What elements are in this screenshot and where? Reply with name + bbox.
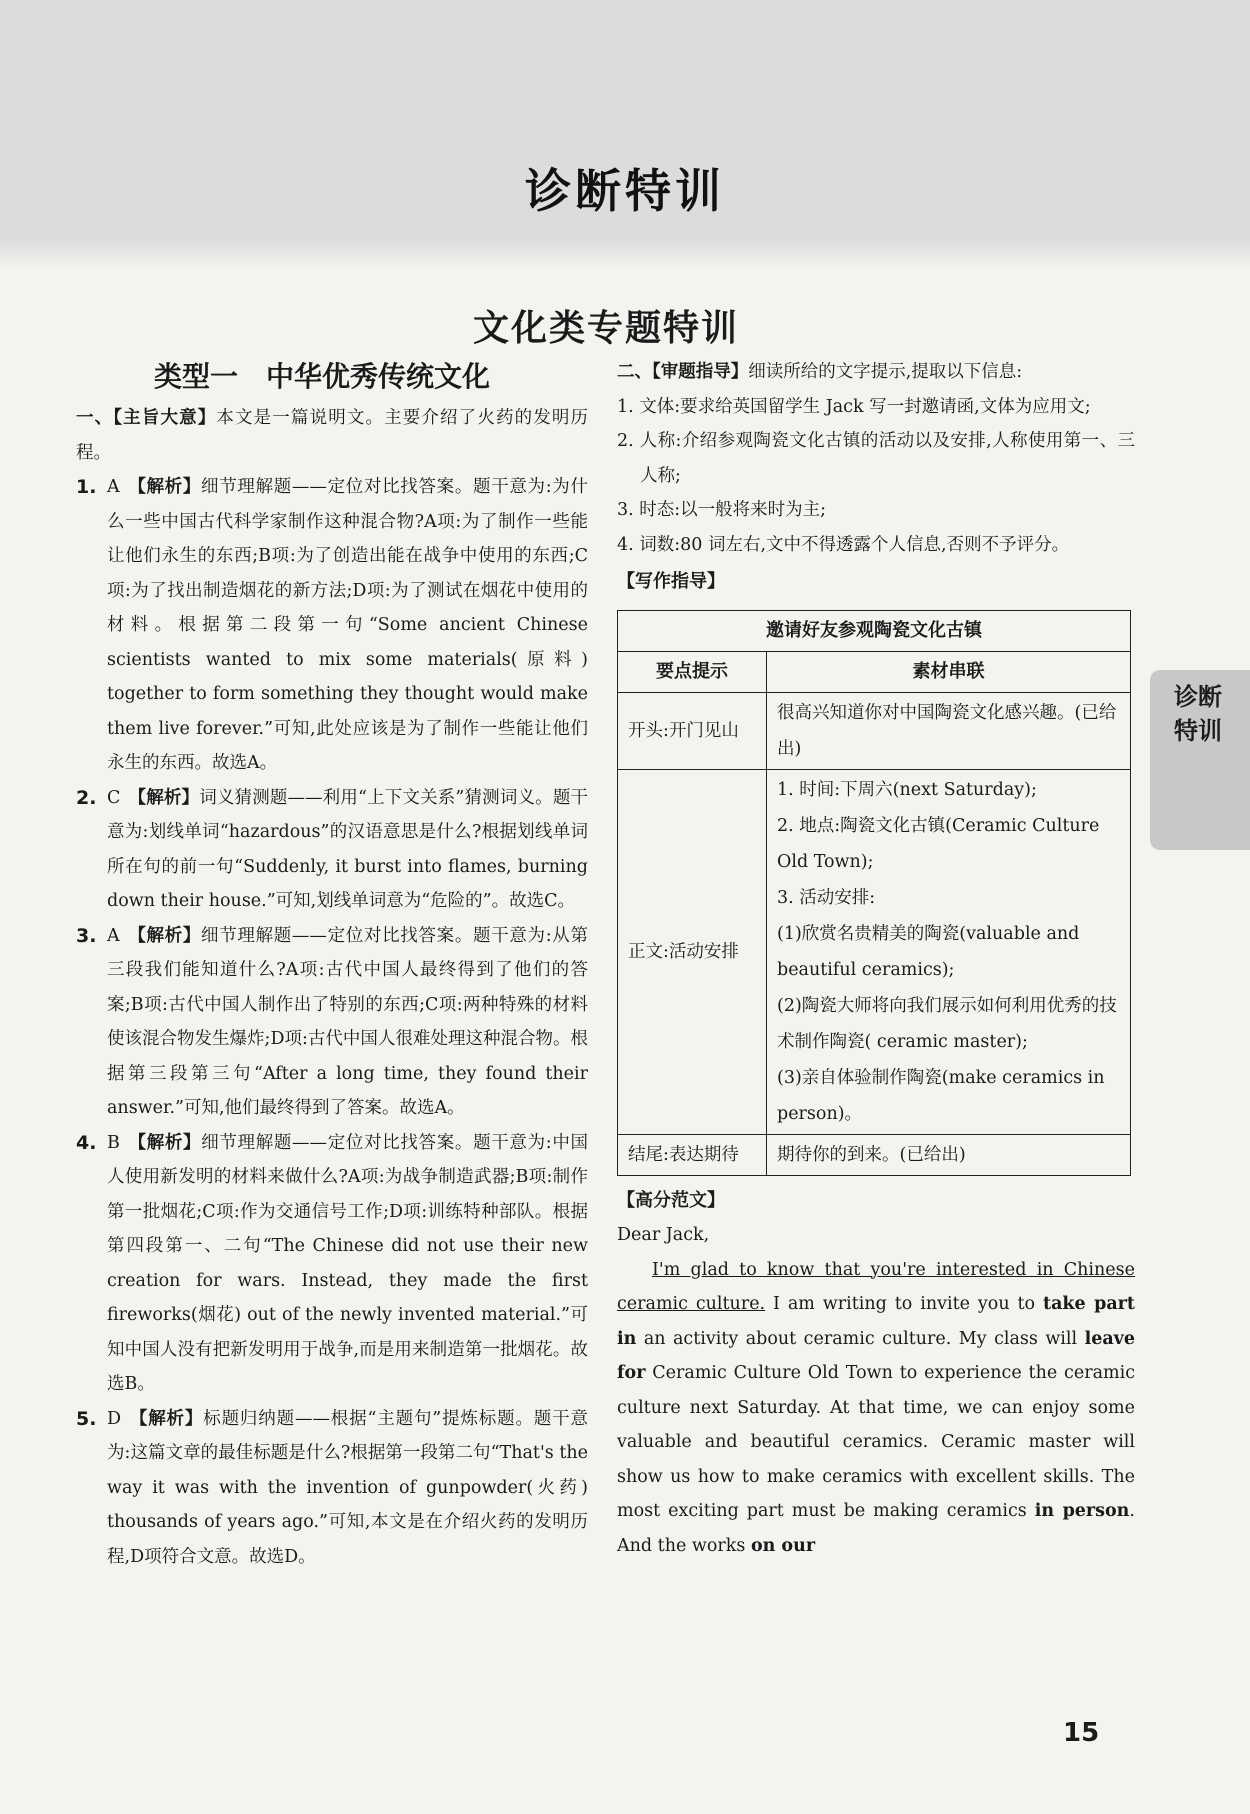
- writing-guide-table: [617, 610, 1131, 1176]
- item-number: 4.: [76, 1131, 97, 1154]
- table-cell-point: 结尾:表达期待: [618, 1134, 767, 1175]
- analysis-tag: 【解析】: [127, 925, 202, 946]
- side-tab: [1150, 670, 1250, 850]
- guide-item-4: 4. 词数:80 词左右,文中不得透露个人信息,否则不予评分。: [617, 534, 1070, 555]
- essay-text: Ceramic Culture Old Town to experience the ceramic culture next Saturday. At that time, we can enjoy some valuable and beautiful ceramics. Ceramic master will show us how to make ceramics with excellent skills. The most exciting part must be making ceramics: [617, 1363, 1135, 1521]
- essay-text: I am writing to invite you to: [765, 1294, 1043, 1314]
- essay-phrase: leave for: [617, 1328, 1135, 1383]
- table-row: [618, 1134, 1131, 1175]
- table-header-points: 要点提示: [618, 651, 767, 692]
- table-title: 邀请好友参观陶瓷文化古镇: [618, 610, 1131, 651]
- analysis-text: 标题归纳题——根据“主题句”提炼标题。题干意为:这篇文章的最佳标题是什么?根据第一段第二句“That's the way it was with the invention of gunpowder(火药) thousands of years ago.”可知,本文是在介绍火药的发明历程,D项符合文意。故选D。: [107, 1408, 588, 1567]
- table-row: [618, 769, 1131, 1134]
- answer-item-3: [76, 919, 588, 1126]
- material-line: (1)欣赏名贵精美的陶瓷(valuable and beautiful ceramics);: [777, 923, 1080, 980]
- analysis-text: 词义猜测题——利用“上下文关系”猜测词义。题干意为:划线单词“hazardous”的汉语意思是什么?根据划线单词所在句的前一句“Suddenly, it burst into flames, burning down their house.”可知,划线单词意为“危险的”。故选C。: [107, 787, 588, 911]
- header-edge: [0, 240, 1250, 270]
- page-title: 诊断特训: [525, 164, 725, 218]
- side-tab-label: 诊断特训: [1174, 683, 1222, 745]
- left-column: [76, 355, 588, 1574]
- material-line: 2. 地点:陶瓷文化古镇(Ceramic Culture Old Town);: [777, 815, 1100, 872]
- answer-item-1: [76, 470, 588, 781]
- guide-item-1: 1. 文体:要求给英国留学生 Jack 写一封邀请函,文体为应用文;: [617, 396, 1091, 417]
- item-number: 1.: [76, 476, 97, 498]
- analysis-tag: 【解析】: [127, 477, 202, 497]
- essay-body: [617, 1253, 1135, 1564]
- table-row: [618, 692, 1131, 769]
- answer-letter: A: [107, 925, 120, 946]
- essay-phrase: take part in: [617, 1294, 1135, 1349]
- part2: [617, 355, 1135, 390]
- essay-label: 【高分范文】: [617, 1189, 725, 1211]
- item-number: 2.: [76, 786, 97, 809]
- part2-text: 细读所给的文字提示,提取以下信息:: [748, 362, 1023, 382]
- material-line: (2)陶瓷大师将向我们展示如何利用优秀的技术制作陶瓷( ceramic master);: [777, 995, 1117, 1052]
- table-cell-material: [767, 769, 1131, 1134]
- part1-label: 一、【主旨大意】: [76, 408, 217, 428]
- table-cell-point: 开头:开门见山: [618, 692, 767, 769]
- answer-letter: C: [107, 787, 121, 808]
- part1: [76, 401, 588, 470]
- analysis-text: 细节理解题——定位对比找答案。题干意为:为什么一些中国古代科学家制作这种混合物?A项:为了制作一些能让他们永生的东西;B项:为了创造出能在战争中使用的东西;C项:为了找出制造烟花的新方法;D项:为了测试在烟花中使用的材料。根据第二段第一句“Some ancient Chinese scientists wanted to mix some materials(原料) together to form something they thought would make them live forever.”可知,此处应该是为了制作一些能让他们永生的东西。故选A。: [107, 477, 588, 773]
- section-title: 文化类专题特训: [472, 307, 739, 349]
- item-number: 5.: [76, 1407, 97, 1430]
- page-number: 15: [1063, 1718, 1100, 1748]
- answer-letter: D: [107, 1408, 122, 1429]
- guide-item-3: 3. 时态:以一般将来时为主;: [617, 500, 827, 520]
- answer-item-4: [76, 1126, 588, 1402]
- analysis-tag: 【解析】: [128, 787, 200, 808]
- part1-text: 本文是一篇说明文。主要介绍了火药的发明历程。: [76, 408, 589, 463]
- material-line: (3)亲自体验制作陶瓷(make ceramics in person)。: [777, 1067, 1105, 1124]
- salutation: Dear Jack,: [617, 1225, 710, 1245]
- material-line: 1. 时间:下周六(next Saturday);: [777, 779, 1037, 800]
- essay-underlined: I'm glad to know that you're interested in Chinese ceramic culture.: [617, 1259, 1135, 1314]
- type-title: 类型一 中华优秀传统文化: [154, 360, 491, 393]
- material-line: 很高兴知道你对中国陶瓷文化感兴趣。(已给出): [777, 702, 1117, 759]
- table-header-materials: 素材串联: [767, 651, 1131, 692]
- analysis-text: 细节理解题——定位对比找答案。题干意为:中国人使用新发明的材料来做什么?A项:为战争制造武器;B项:制作第一批烟花;C项:作为交通信号工作;D项:训练特种部队。根据第四段第一、二句“The Chinese did not use their new creation for wars. Instead, they made the first fireworks(烟花) out of the newly invented material.”可知中国人没有把新发明用于战争,而是用来制造第一批烟花。故选B。: [107, 1132, 588, 1394]
- answer-item-5: [76, 1402, 588, 1575]
- right-column: [617, 355, 1135, 1563]
- answer-item-2: [76, 781, 588, 919]
- material-line: 期待你的到来。(已给出): [777, 1144, 966, 1165]
- analysis-text: 细节理解题——定位对比找答案。题干意为:从第三段我们能知道什么?A项:古代中国人最终得到了他们的答案;B项:古代中国人制作出了特别的东西;C项:两种特殊的材料使该混合物发生爆炸;D项:古代中国人很难处理这种混合物。根据第三段第三句“After a long time, they found their answer.”可知,他们最终得到了答案。故选A。: [107, 925, 588, 1118]
- table-cell-material: [767, 1134, 1131, 1175]
- answer-letter: A: [107, 477, 120, 497]
- essay-text: . And the works: [617, 1501, 1135, 1556]
- essay-phrase: in person: [1034, 1501, 1130, 1521]
- answer-letter: B: [107, 1132, 120, 1153]
- table-title-row: [618, 610, 1131, 651]
- item-number: 3.: [76, 924, 97, 947]
- material-line: 3. 活动安排:: [777, 887, 876, 908]
- analysis-tag: 【解析】: [127, 1132, 202, 1153]
- writing-guide-label: 【写作指导】: [617, 571, 725, 592]
- table-cell-material: [767, 692, 1131, 769]
- guide-item-2: 2. 人称:介绍参观陶瓷文化古镇的活动以及安排,人称使用第一、三人称;: [617, 431, 1135, 486]
- essay-text: an activity about ceramic culture. My class will: [636, 1328, 1085, 1349]
- table-cell-point: 正文:活动安排: [618, 769, 767, 1134]
- essay-phrase: on our: [750, 1535, 816, 1556]
- analysis-tag: 【解析】: [129, 1408, 204, 1429]
- part2-label: 二、【审题指导】: [617, 362, 749, 382]
- table-header-row: [618, 651, 1131, 692]
